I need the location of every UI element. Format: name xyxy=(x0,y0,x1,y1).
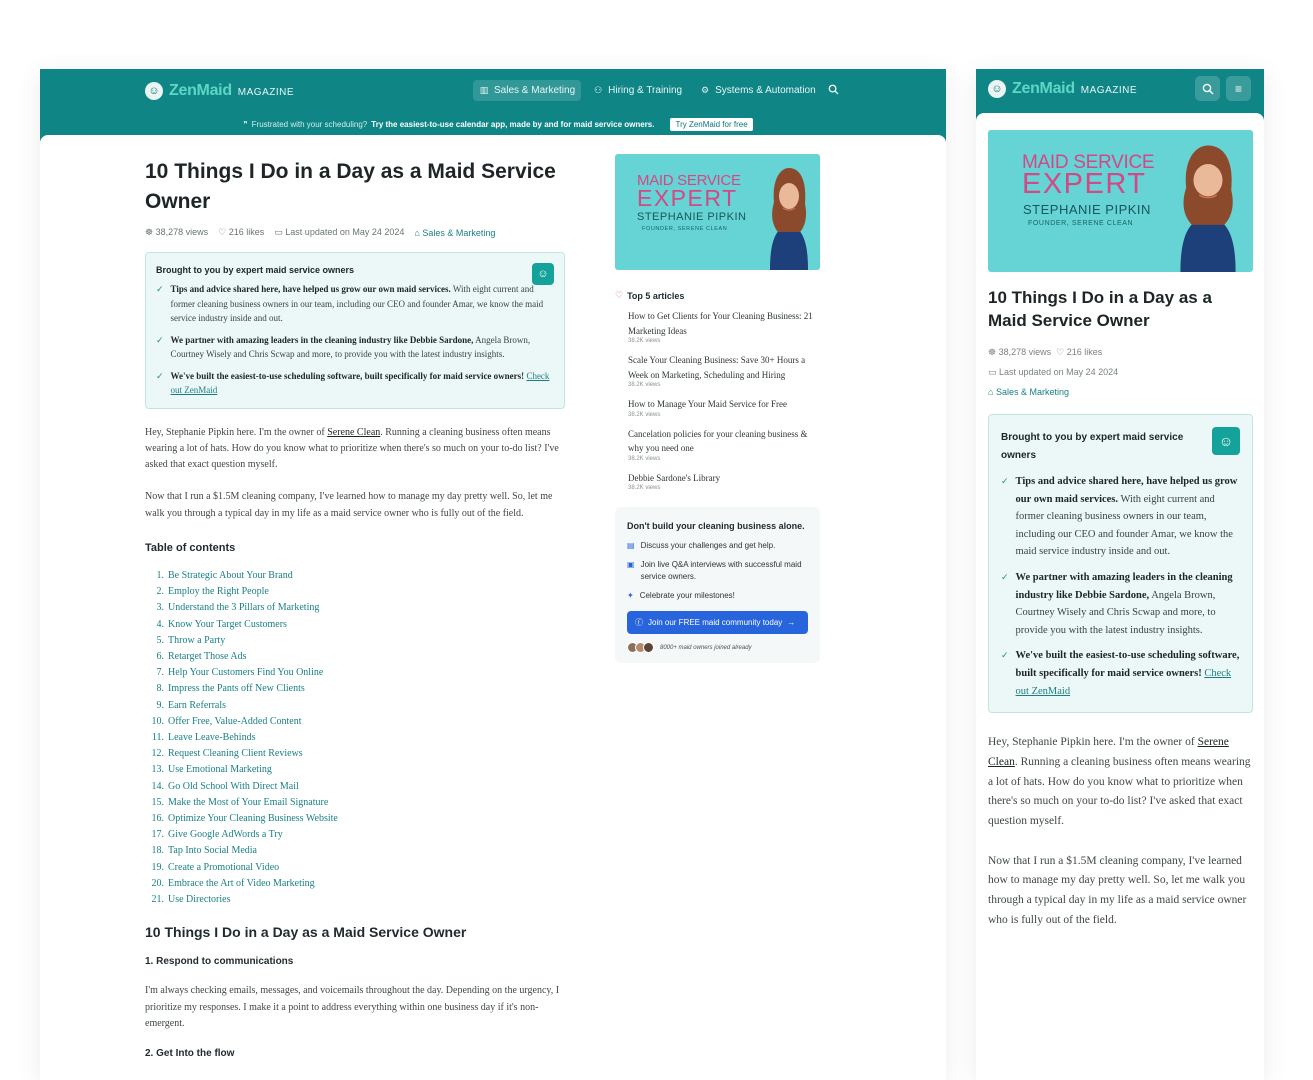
mobile-frame xyxy=(976,69,1264,1080)
people-icon: ⚇ xyxy=(594,85,603,95)
check-icon: ✓ xyxy=(156,284,164,294)
box-heading: Brought to you by expert maid service owners xyxy=(1001,432,1184,461)
top5-title: Top 5 articles xyxy=(627,290,685,301)
banner-line1: MAID SERVICE xyxy=(1022,152,1155,173)
toc-number: 10. xyxy=(151,715,164,727)
quote-icon: ❞ xyxy=(243,119,248,129)
top-article-item[interactable] xyxy=(628,353,820,388)
toc-item[interactable] xyxy=(145,584,565,600)
toc-item[interactable] xyxy=(145,746,565,762)
mobile-meta xyxy=(988,342,1253,402)
toc-number: 9. xyxy=(156,699,164,711)
community-item-text: Join live Q&A interviews with successful maid service owners. xyxy=(640,560,802,581)
mobile-inner xyxy=(988,130,1253,930)
toc-number: 15. xyxy=(151,796,164,808)
toc-item[interactable] xyxy=(145,698,565,714)
views-icon: ☸ xyxy=(988,347,997,357)
portrait-image xyxy=(1163,138,1253,272)
toc-item[interactable] xyxy=(145,665,565,681)
tag-meta[interactable] xyxy=(414,228,495,238)
updated: Last updated on May 24 2024 xyxy=(285,227,405,237)
toc-link[interactable]: Go Old School With Direct Mail xyxy=(168,780,299,792)
check-out-zenmaid-link[interactable]: Check out ZenMaid xyxy=(170,370,550,395)
toc-item[interactable] xyxy=(145,633,565,649)
toc-link[interactable]: Throw a Party xyxy=(168,634,226,646)
mobile-second-paragraph: Now that I run a $1.5M cleaning company, I've learned how to manage my day pretty well. So, let me walk you through a typical day in my life as a maid service owner who is fully out of the field. xyxy=(988,854,1247,926)
toc-item[interactable] xyxy=(145,600,565,616)
zenmaid-badge-icon: ☺ xyxy=(1212,427,1240,455)
box-item-bold: Tips and advice shared here, have helped us grow our own maid services. xyxy=(1015,476,1238,505)
joined-row xyxy=(627,642,808,653)
box-item xyxy=(1001,647,1240,700)
box-item-bold: We partner with amazing leaders in the cleaning industry like Debbie Sardone, xyxy=(1015,571,1233,601)
nav-systems-automation[interactable] xyxy=(694,80,822,101)
toc-number: 20. xyxy=(151,877,164,889)
nav-label: Systems & Automation xyxy=(715,85,816,96)
box-item-bold: Tips and advice shared here, have helped us grow our own maid services. xyxy=(170,284,451,294)
nav-links xyxy=(473,80,822,101)
heart-icon: ♡ xyxy=(1056,347,1065,357)
toc-link[interactable]: Request Cleaning Client Reviews xyxy=(168,748,303,760)
article-title: 10 Things I Do in a Day as a Maid Service Owner xyxy=(145,160,556,213)
toc-item[interactable] xyxy=(145,568,565,584)
views-icon: ☸ xyxy=(145,227,154,237)
toc-number: 1. xyxy=(156,569,164,581)
toc-link[interactable]: Tap Into Social Media xyxy=(168,845,257,857)
toc-link[interactable]: Offer Free, Value-Added Content xyxy=(168,715,302,727)
top-article-item[interactable] xyxy=(628,427,820,462)
subsection-heading: 1. Respond to communications xyxy=(145,956,294,968)
community-item-text: Discuss your challenges and get help. xyxy=(640,541,776,550)
toc-item[interactable] xyxy=(145,892,565,908)
box-item-text xyxy=(171,369,554,398)
community-item xyxy=(627,540,808,552)
toc-number: 5. xyxy=(156,634,164,646)
toc-number: 14. xyxy=(151,780,164,792)
box-item xyxy=(1001,569,1240,639)
p1-a: Hey, Stephanie Pipkin here. I'm the owner of xyxy=(988,736,1198,749)
mobile-expert-banner[interactable] xyxy=(988,130,1253,272)
zenmaid-badge-icon: ☺ xyxy=(532,263,554,285)
check-icon: ✓ xyxy=(1001,476,1009,486)
mobile-meta-row xyxy=(988,362,1253,382)
desktop-frame xyxy=(40,69,946,1080)
join-community-button[interactable] xyxy=(627,611,808,634)
top5-list xyxy=(615,309,820,491)
logo-zen: ZenMaid xyxy=(169,82,232,99)
box-heading: Brought to you by expert maid service owners xyxy=(156,265,355,275)
box-item-text xyxy=(1016,473,1240,561)
article-meta xyxy=(145,227,565,238)
menu-icon[interactable]: ≡ xyxy=(1226,76,1251,101)
logo[interactable] xyxy=(145,82,294,100)
top-article-title[interactable]: Cancelation policies for your cleaning business & why you need one xyxy=(628,428,808,453)
avatar-stack xyxy=(627,642,654,653)
logo-mark-icon: ☺ xyxy=(145,82,163,100)
box-item-text xyxy=(1016,647,1240,700)
avatar xyxy=(643,642,654,653)
tag-link: Sales & Marketing xyxy=(995,387,1069,397)
box-item xyxy=(156,282,554,326)
updated-meta xyxy=(274,227,404,238)
toc-number: 2. xyxy=(156,586,164,598)
tag-icon: ⌂ xyxy=(414,227,420,238)
toc-link[interactable]: Optimize Your Cleaning Business Website xyxy=(168,813,338,825)
toc-link[interactable]: Use Emotional Marketing xyxy=(168,764,272,776)
tag-icon: ⌂ xyxy=(988,387,994,397)
toc-link[interactable]: Give Google AdWords a Try xyxy=(168,829,283,841)
banner-line2: EXPERT xyxy=(637,185,738,211)
join-label: Join our FREE maid community today xyxy=(648,618,783,627)
logo-zen: ZenMaid xyxy=(1012,80,1075,97)
top-article-item[interactable] xyxy=(628,397,820,418)
toc-link[interactable]: Retarget Those Ads xyxy=(168,651,247,662)
banner-line2: EXPERT xyxy=(1022,168,1147,200)
community-card xyxy=(615,507,820,663)
community-item-text: Celebrate your milestones! xyxy=(639,591,735,600)
views: 38,278 views xyxy=(998,347,1052,357)
heart-icon: ♡ xyxy=(615,290,624,300)
top-article-title[interactable]: How to Get Clients for Your Cleaning Business: 21 Marketing Ideas xyxy=(628,311,813,336)
toc-item[interactable] xyxy=(145,730,565,746)
table-of-contents xyxy=(145,568,565,908)
heart-icon: ♡ xyxy=(218,227,227,237)
box-item xyxy=(156,333,554,362)
calendar-icon: ▭ xyxy=(988,367,997,377)
top-article-title[interactable]: Scale Your Cleaning Business: Save 30+ Hours a Week on Marketing, Scheduling and Hiring xyxy=(628,355,806,380)
top-article-views: 38.2K views xyxy=(628,382,661,388)
facebook-icon: ⓕ xyxy=(635,618,643,627)
nav-hiring-training[interactable] xyxy=(587,80,688,101)
toc-link[interactable]: Earn Referrals xyxy=(168,699,227,711)
box-item-rest: With eight current and former cleaning business owners in our team, including our CEO and founder Amar, we know the maid service industry inside and out. xyxy=(170,284,544,323)
article-main xyxy=(145,157,565,1059)
chat-icon: ▤ xyxy=(627,541,635,550)
top-article-item[interactable] xyxy=(628,309,820,344)
portrait-image xyxy=(758,162,820,270)
box-item-bold: We've built the easiest-to-use scheduling software, built specifically for maid service owners! xyxy=(1015,650,1240,679)
top-article-item[interactable] xyxy=(628,471,820,492)
toc-number: 8. xyxy=(156,683,164,695)
nav-sales-marketing[interactable] xyxy=(473,80,581,101)
mobile-nav xyxy=(976,69,1264,109)
views-meta xyxy=(145,227,208,238)
top-article-views: 38.2K views xyxy=(628,455,661,462)
body-paragraph: I'm always checking emails, messages, and voicemails throughout the day. Depending on the urgency, I prioritize my responses. I make it a point to address everything within one business day if it's non-emergent. xyxy=(145,985,560,1029)
community-item xyxy=(627,590,808,602)
box-item-bold: We've built the easiest-to-use scheduling software, built specifically for maid service owners! xyxy=(170,370,525,381)
section-heading: 10 Things I Do in a Day as a Maid Service Owner xyxy=(145,924,467,941)
toc-link[interactable]: Create a Promotional Video xyxy=(168,861,280,873)
toc-link[interactable]: Use Directories xyxy=(168,894,231,906)
toc-link[interactable]: Be Strategic About Your Brand xyxy=(168,569,293,581)
mobile-meta-row xyxy=(988,342,1253,362)
toc-link[interactable]: Know Your Target Customers xyxy=(168,618,287,630)
toc-number: 18. xyxy=(151,845,164,857)
toc-number: 7. xyxy=(156,667,164,679)
expert-banner[interactable] xyxy=(615,154,820,270)
toc-item[interactable] xyxy=(145,876,565,892)
top-article-title[interactable]: Debbie Sardone's Library xyxy=(628,472,721,483)
promo-bar xyxy=(40,113,946,135)
box-item-rest: With eight current and former cleaning business owners in our team, including our CEO and founder Amar, we know the maid service industry inside and out. xyxy=(1015,493,1233,558)
logo-magazine: MAGAZINE xyxy=(237,87,295,98)
box-item-bold: We partner with amazing leaders in the cleaning industry like Debbie Sardone, xyxy=(170,334,474,345)
likes: 216 likes xyxy=(228,227,265,237)
toc-number: 19. xyxy=(151,861,164,873)
party-icon: ✦ xyxy=(627,591,634,600)
mobile-tag[interactable] xyxy=(988,382,1253,402)
toc-item[interactable] xyxy=(145,843,565,859)
banner-role: FOUNDER, SERENE CLEAN xyxy=(1028,220,1134,227)
toc-number: 21. xyxy=(151,894,164,906)
video-icon: ▣ xyxy=(627,560,635,569)
nav-label: Sales & Marketing xyxy=(494,85,576,96)
toc-heading: Table of contents xyxy=(145,541,236,554)
chart-icon: ▥ xyxy=(479,85,489,95)
mobile-expert-owners-box xyxy=(988,414,1253,713)
sidebar xyxy=(615,154,820,663)
nav-label: Hiring & Training xyxy=(608,85,683,96)
top5-heading xyxy=(615,290,820,301)
top-nav xyxy=(40,69,946,113)
p1-a: Hey, Stephanie Pipkin here. I'm the owner of xyxy=(145,426,328,438)
gear-icon: ⚙ xyxy=(701,85,710,95)
p1-b: . Running a cleaning business often means wearing a lot of hats. How do you know what to prioritize when there's so much on your to-do list? I've asked that exact question myself. xyxy=(145,426,559,471)
box-item-rest: Angela Brown, Courtney Wisely and Chris Scwap and more, to provide you with the latest industry insights. xyxy=(170,334,531,359)
top-article-views: 38.2K views xyxy=(628,411,661,418)
toc-link[interactable]: Embrace the Art of Video Marketing xyxy=(168,877,315,889)
top-article-views: 38.2K views xyxy=(628,485,661,491)
mobile-search-icon[interactable] xyxy=(1195,76,1220,101)
updated: Last updated on May 24 2024 xyxy=(999,367,1119,377)
logo-mark-icon: ☺ xyxy=(988,80,1006,98)
toc-number: 4. xyxy=(156,618,164,630)
arrow-right-icon: → xyxy=(787,618,796,627)
views: 38,278 views xyxy=(155,227,209,237)
top-article-views: 38.2K views xyxy=(628,338,661,344)
toc-link[interactable]: Leave Leave-Behinds xyxy=(168,732,256,744)
toc-link[interactable]: Help Your Customers Find You Online xyxy=(168,667,324,679)
check-icon: ✓ xyxy=(1001,650,1009,661)
tag-link: Sales & Marketing xyxy=(422,227,496,238)
toc-number: 6. xyxy=(156,651,164,662)
try-zenmaid-button[interactable]: Try ZenMaid for free xyxy=(670,118,752,131)
box-item xyxy=(1001,473,1240,561)
promo-text: Frustrated with your scheduling? xyxy=(251,119,368,129)
serene-clean-link[interactable]: Serene Clean xyxy=(988,736,1229,768)
calendar-icon: ▭ xyxy=(274,227,283,237)
subsection-heading-2: 2. Get Into the flow xyxy=(145,1048,235,1060)
box-item-text xyxy=(1016,569,1240,639)
check-icon: ✓ xyxy=(156,334,164,345)
toc-number: 16. xyxy=(151,813,164,825)
toc-number: 12. xyxy=(151,748,164,760)
toc-link[interactable]: Make the Most of Your Email Signature xyxy=(168,796,329,808)
serene-clean-link[interactable]: Serene Clean xyxy=(327,426,381,438)
logo-magazine: MAGAZINE xyxy=(1080,85,1138,96)
toc-item[interactable] xyxy=(145,762,565,778)
toc-item[interactable] xyxy=(145,795,565,811)
intro-paragraph xyxy=(145,425,565,474)
second-paragraph: Now that I run a $1.5M cleaning company, I've learned how to manage my day pretty well. So, let me walk you through a typical day in my life as a maid service owner who is fully out of the field. xyxy=(145,491,553,519)
toc-item[interactable] xyxy=(145,617,565,633)
check-icon: ✓ xyxy=(1001,571,1009,582)
toc-item[interactable] xyxy=(145,681,565,697)
toc-number: 3. xyxy=(156,602,164,614)
toc-link[interactable]: Employ the Right People xyxy=(168,586,269,598)
banner-name: STEPHANIE PIPKIN xyxy=(637,211,747,223)
toc-item[interactable] xyxy=(145,649,565,665)
box-item-rest: Angela Brown, Courtney Wisely and Chris Scwap and more, to provide you with the latest industry insights. xyxy=(1015,589,1216,636)
joined-text: 8000+ maid owners joined already xyxy=(660,644,752,651)
toc-item[interactable] xyxy=(145,827,565,843)
toc-item[interactable] xyxy=(145,811,565,827)
search-icon[interactable] xyxy=(828,84,839,98)
box-item-text xyxy=(171,333,554,362)
desktop-content xyxy=(40,135,946,1080)
toc-item[interactable] xyxy=(145,860,565,876)
toc-item[interactable] xyxy=(145,779,565,795)
community-item xyxy=(627,559,808,583)
box-item xyxy=(156,369,554,398)
mobile-article-title: 10 Things I Do in a Day as a Maid Service Owner xyxy=(988,288,1212,330)
toc-link[interactable]: Understand the 3 Pillars of Marketing xyxy=(168,602,320,614)
mobile-intro-paragraph xyxy=(988,733,1253,832)
mobile-logo[interactable] xyxy=(988,80,1137,98)
check-icon: ✓ xyxy=(156,370,164,381)
toc-number: 17. xyxy=(151,829,164,841)
expert-owners-box xyxy=(145,252,565,409)
mobile-content xyxy=(976,113,1264,1080)
banner-name: STEPHANIE PIPKIN xyxy=(1023,202,1151,217)
community-heading: Don't build your cleaning business alone. xyxy=(627,521,805,531)
box-item-text xyxy=(171,282,554,326)
promo-bold: Try the easiest-to-use calendar app, made by and for maid service owners. xyxy=(371,119,655,129)
check-out-zenmaid-link[interactable]: Check out ZenMaid xyxy=(1015,667,1232,697)
banner-role: FOUNDER, SERENE CLEAN xyxy=(642,226,728,232)
toc-number: 13. xyxy=(151,764,164,776)
banner-line1: MAID SERVICE xyxy=(637,172,741,189)
toc-link[interactable]: Impress the Pants off New Clients xyxy=(168,683,305,695)
toc-number: 11. xyxy=(151,732,164,744)
top-article-title[interactable]: How to Manage Your Maid Service for Free xyxy=(628,399,787,409)
likes: 216 likes xyxy=(1066,347,1103,357)
p1-b: . Running a cleaning business often means wearing a lot of hats. How do you know what to prioritize when there's so much on your to-do list? I've asked that exact question myself. xyxy=(988,755,1251,827)
toc-item[interactable] xyxy=(145,714,565,730)
likes-meta xyxy=(218,227,264,238)
